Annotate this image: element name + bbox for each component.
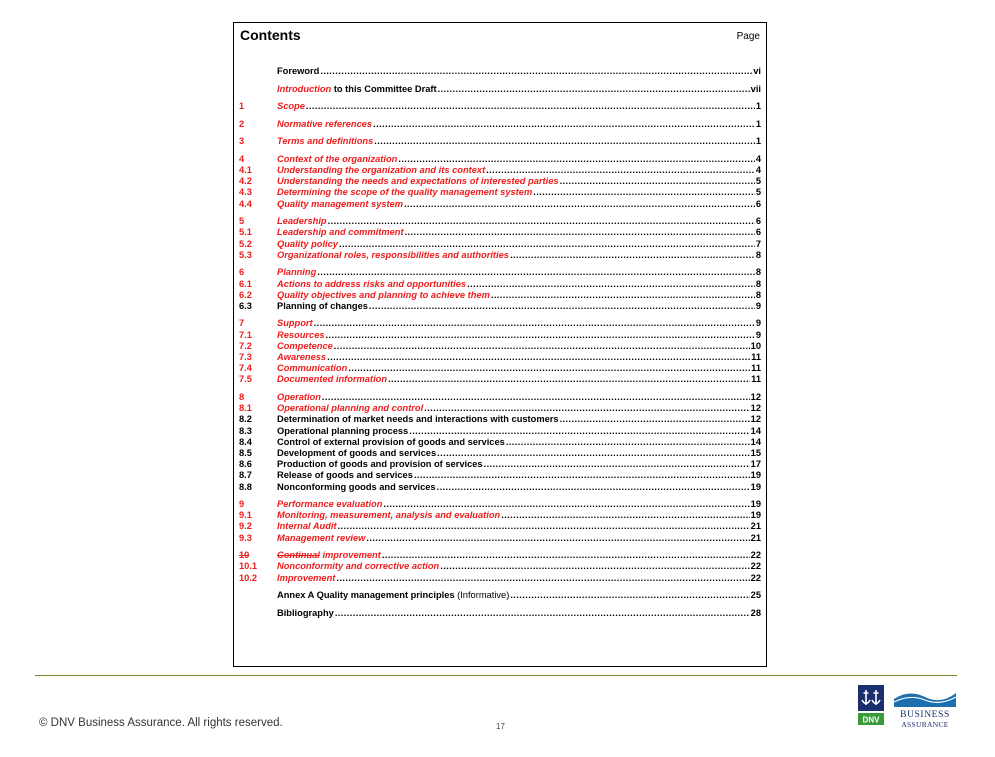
- toc-entry-title-part: Operational planning process: [277, 425, 409, 436]
- toc-entry-page: 11: [751, 374, 761, 385]
- toc-dot-leader: [560, 414, 750, 425]
- toc-entry-title-part: Quality policy: [277, 238, 338, 249]
- toc-entry-number: 5.1: [239, 227, 252, 238]
- toc-dot-leader: [322, 392, 750, 403]
- logo-text-business: BUSINESS: [900, 710, 950, 720]
- toc-entry[interactable]: [239, 590, 761, 601]
- toc-entry-title: [277, 437, 505, 448]
- document-page: [233, 22, 767, 667]
- toc-dot-leader: [440, 561, 749, 572]
- toc-entry-title-part: Terms and definitions: [277, 136, 374, 147]
- toc-group: [239, 119, 761, 130]
- toc-entry-title-part: Normative references: [277, 118, 373, 129]
- toc-entry-title: [277, 533, 365, 544]
- toc-entry-title: [277, 341, 333, 352]
- dnv-logo: [858, 683, 958, 731]
- toc-entry-page: 19: [750, 470, 761, 481]
- toc-entry-title: [277, 573, 335, 584]
- toc-entry-title: [277, 227, 404, 238]
- toc-group: [239, 550, 761, 584]
- toc-entry-number: 6.1: [239, 278, 252, 289]
- wave-logo-icon: [894, 685, 956, 707]
- toc-entry-number: 8.4: [239, 436, 252, 447]
- toc-dot-leader: [306, 101, 755, 112]
- toc-entry-page: 25: [750, 590, 761, 601]
- toc-entry-title-part: Documented information: [277, 374, 388, 385]
- toc-entry-page: 1: [755, 101, 761, 112]
- toc-dot-leader: [339, 239, 755, 250]
- toc-entry[interactable]: [239, 482, 761, 493]
- toc-entry-page: 19: [750, 510, 761, 521]
- toc-entry-title-part: Support: [277, 318, 313, 329]
- toc-entry-title: [277, 319, 313, 330]
- toc-entry-number: 7: [239, 318, 245, 329]
- toc-entry-title: [277, 199, 403, 210]
- toc-entry[interactable]: [239, 448, 761, 459]
- toc-entry-title-part: Understanding the needs and expectations of interested parties: [277, 176, 559, 187]
- toc-dot-leader: [374, 136, 755, 147]
- toc-entry-number: 2: [239, 118, 245, 129]
- toc-entry-title-part: Resources: [277, 329, 325, 340]
- toc-dot-leader: [366, 533, 749, 544]
- toc-entry[interactable]: [239, 84, 761, 95]
- toc-entry-title: [277, 301, 368, 312]
- toc-entry-page: 8: [755, 267, 761, 278]
- toc-group: [239, 392, 761, 493]
- toc-dot-leader: [398, 154, 754, 165]
- toc-dot-leader: [369, 301, 755, 312]
- toc-entry[interactable]: [239, 279, 761, 290]
- toc-entry-number: 7.5: [239, 374, 252, 385]
- toc-entry-title-part: Quality management system: [277, 198, 404, 209]
- toc-entry-title: [277, 608, 334, 619]
- toc-entry-title: [277, 521, 337, 532]
- toc-group: [239, 84, 761, 95]
- toc-entry[interactable]: [239, 101, 761, 112]
- toc-entry-title-part: to this Committee Draft: [331, 83, 437, 94]
- toc-entry[interactable]: [239, 470, 761, 481]
- toc-entry[interactable]: [239, 499, 761, 510]
- toc-entry-title-part: Organizational roles, responsibilities and authorities: [277, 249, 509, 260]
- toc-entry-page: 4: [755, 165, 761, 176]
- toc-entry-page: 19: [750, 481, 761, 492]
- toc-entry-title: [277, 482, 436, 493]
- toc-entry-title: [277, 66, 319, 77]
- toc-entry-title-part: Operational planning and control: [277, 403, 424, 414]
- toc-group: [239, 590, 761, 601]
- toc-entry-number: 8.8: [239, 481, 252, 492]
- toc-entry-title-part: Monitoring, measurement, analysis and evaluation: [277, 510, 501, 521]
- toc-entry-title: [277, 267, 316, 278]
- logo-text-assurance: ASSURANCE: [901, 720, 949, 729]
- toc-entry-page: 5: [755, 176, 761, 187]
- toc-entry-page: vi: [753, 66, 761, 76]
- toc-entry-title-part: Competence: [277, 340, 333, 351]
- toc-entry-page: 14: [750, 425, 761, 436]
- toc-dot-leader: [560, 176, 755, 187]
- toc-dot-leader: [486, 165, 755, 176]
- toc-entry-page: 21: [750, 532, 761, 543]
- toc-entry-title: [277, 414, 559, 425]
- toc-dot-leader: [373, 119, 755, 130]
- toc-entry[interactable]: [239, 459, 761, 470]
- toc-entry-number: 5.2: [239, 238, 252, 249]
- toc-entry[interactable]: [239, 199, 761, 210]
- toc-dot-leader: [438, 84, 750, 95]
- toc-entry-title-part: Improvement: [277, 572, 336, 583]
- toc-entry-page: vii: [750, 83, 761, 94]
- toc-entry-title-part: Annex A Quality management principles: [277, 590, 455, 601]
- toc-entry-title-part: Planning of changes: [277, 300, 368, 311]
- toc-entry-title: [277, 250, 509, 261]
- toc-entry-number: 3: [239, 136, 245, 147]
- toc-entry-title: [277, 590, 509, 601]
- toc-entry-title: [277, 392, 321, 403]
- copyright-notice: © DNV Business Assurance. All rights reserved.: [39, 717, 283, 729]
- toc-group: [239, 499, 761, 544]
- toc-entry-title-part: Actions to address risks and opportunities: [277, 278, 467, 289]
- toc-entry-title-part: Internal Audit: [277, 521, 337, 532]
- toc-entry-number: 9.1: [239, 510, 252, 521]
- toc-dot-leader: [320, 66, 752, 77]
- toc-entry-title-part: Nonconformity and corrective action: [277, 561, 440, 572]
- toc-entry-page: 14: [750, 436, 761, 447]
- toc-entry[interactable]: [239, 374, 761, 385]
- toc-entry-title: [277, 165, 485, 176]
- toc-entry[interactable]: [239, 250, 761, 261]
- toc-entry-title: [277, 154, 397, 165]
- toc-entry-title-part: Management review: [277, 532, 366, 543]
- toc-entry-page: 28: [750, 607, 761, 618]
- toc-entry[interactable]: [239, 136, 761, 147]
- toc-entry-page: 21: [750, 521, 761, 532]
- toc-entry-number: 1: [239, 101, 245, 112]
- toc-entry-title: [277, 136, 373, 147]
- toc-entry-title-part: Planning: [277, 267, 317, 278]
- toc-entry-page: 22: [750, 550, 761, 561]
- toc-entry-title-part: Understanding the organization and its context: [277, 165, 486, 176]
- toc-entry[interactable]: [239, 392, 761, 403]
- toc-entry-title-part: Continual: [277, 550, 320, 561]
- toc-dot-leader: [405, 227, 755, 238]
- toc-entry-title: [277, 561, 439, 572]
- toc-entry-page: 1: [755, 136, 761, 147]
- toc-entry[interactable]: [239, 267, 761, 278]
- toc-entry-number: 4.2: [239, 176, 252, 187]
- toc-entry-title-part: Context of the organization: [277, 153, 398, 164]
- toc-entry[interactable]: [239, 521, 761, 532]
- toc-entry[interactable]: [239, 533, 761, 544]
- toc-entry-number: 4: [239, 153, 245, 164]
- toc-entry-number: 7.3: [239, 352, 252, 363]
- toc-entry-page: 5: [755, 187, 761, 198]
- toc-dot-leader: [467, 279, 755, 290]
- toc-dot-leader: [506, 437, 750, 448]
- table-of-contents: [239, 66, 761, 625]
- toc-entry[interactable]: [239, 301, 761, 312]
- toc-entry-number: 8: [239, 392, 245, 402]
- toc-entry-title-part: Determination of market needs and interactions with customers: [277, 414, 559, 425]
- toc-dot-leader: [414, 470, 750, 481]
- toc-entry-page: 8: [755, 278, 761, 289]
- toc-dot-leader: [334, 341, 750, 352]
- toc-entry-title: [277, 84, 437, 95]
- page-column-label: Page: [736, 31, 760, 42]
- toc-entry-title: [277, 239, 338, 250]
- slide-number: 17: [496, 722, 505, 731]
- toc-dot-leader: [484, 459, 750, 470]
- page-title: Contents: [240, 27, 301, 43]
- toc-entry-title: [277, 426, 408, 437]
- toc-entry-title-part: Performance evaluation: [277, 499, 383, 510]
- toc-entry-title: [277, 187, 532, 198]
- toc-entry[interactable]: [239, 352, 761, 363]
- toc-dot-leader: [388, 374, 750, 385]
- toc-entry-title-part: Operation: [277, 392, 321, 402]
- dnv-anchor-logo-icon: [858, 685, 884, 725]
- toc-entry-page: 6: [755, 198, 761, 209]
- toc-entry-page: 1: [755, 118, 761, 129]
- toc-dot-leader: [326, 330, 755, 341]
- toc-dot-leader: [510, 590, 749, 601]
- toc-entry-page: 19: [750, 499, 761, 510]
- toc-entry-page: 8: [755, 249, 761, 260]
- toc-entry-page: 12: [750, 414, 761, 425]
- toc-entry-number: 5: [239, 216, 245, 227]
- toc-entry-number: 8.3: [239, 425, 252, 436]
- toc-entry-page: 9: [755, 318, 761, 329]
- toc-dot-leader: [491, 290, 755, 301]
- toc-entry-number: 6: [239, 267, 245, 278]
- toc-dot-leader: [510, 250, 755, 261]
- toc-entry-number: 4.1: [239, 165, 252, 176]
- toc-entry-title-part: Bibliography: [277, 607, 334, 618]
- toc-entry-page: 4: [755, 153, 761, 164]
- toc-entry-number: 8.6: [239, 459, 252, 470]
- toc-entry[interactable]: [239, 561, 761, 572]
- toc-entry-page: 15: [750, 447, 761, 458]
- toc-entry-number: 10.1: [239, 561, 258, 572]
- toc-dot-leader: [314, 319, 755, 330]
- toc-entry-page: 9: [755, 300, 761, 311]
- toc-entry-page: 9: [755, 329, 761, 340]
- toc-entry[interactable]: [239, 216, 761, 227]
- toc-group: [239, 319, 761, 386]
- toc-group: [239, 608, 761, 619]
- toc-entry-page: 11: [751, 352, 761, 363]
- toc-group: [239, 216, 761, 261]
- toc-dot-leader: [338, 521, 750, 532]
- toc-entry[interactable]: [239, 510, 761, 521]
- toc-group: [239, 66, 761, 77]
- toc-entry-number: 8.2: [239, 414, 252, 425]
- toc-entry-title-part: Development of goods and services: [277, 447, 437, 458]
- toc-dot-leader: [382, 550, 750, 561]
- toc-entry-title: [277, 330, 325, 341]
- toc-entry-title: [277, 352, 326, 363]
- toc-entry-title: [277, 101, 305, 112]
- toc-entry-title: [277, 279, 466, 290]
- toc-dot-leader: [328, 216, 755, 227]
- toc-entry-title: [277, 374, 387, 385]
- toc-entry-title-part: Nonconforming goods and services: [277, 481, 436, 492]
- dnv-mark-text: DNV: [862, 715, 880, 725]
- toc-entry[interactable]: [239, 290, 761, 301]
- toc-entry-page: 6: [755, 227, 761, 238]
- toc-entry-title: [277, 459, 483, 470]
- toc-entry[interactable]: [239, 239, 761, 250]
- toc-entry[interactable]: [239, 119, 761, 130]
- toc-entry-title-part: improvement: [319, 550, 381, 561]
- toc-entry-title: [277, 176, 559, 187]
- toc-dot-leader: [424, 403, 749, 414]
- toc-entry[interactable]: [239, 165, 761, 176]
- toc-entry-title-part: Communication: [277, 363, 348, 374]
- toc-entry-number: 4.3: [239, 187, 252, 198]
- toc-entry-number: 6.3: [239, 300, 252, 311]
- toc-entry-title-part: Foreword: [277, 66, 320, 76]
- toc-entry-number: 10.2: [239, 572, 258, 583]
- toc-entry-page: 17: [750, 459, 761, 470]
- toc-dot-leader: [501, 510, 749, 521]
- toc-entry-number: 7.4: [239, 363, 252, 374]
- toc-entry-title-part: Determining the scope of the quality management system: [277, 187, 533, 198]
- footer-divider: [35, 675, 957, 676]
- toc-entry-number: 4.4: [239, 198, 252, 209]
- toc-entry-page: 8: [755, 289, 761, 300]
- toc-entry-page: 6: [755, 216, 761, 227]
- toc-group: [239, 101, 761, 112]
- toc-group: [239, 136, 761, 147]
- toc-entry-number: 10: [239, 550, 250, 561]
- toc-entry-title-part: Introduction: [277, 83, 332, 94]
- toc-dot-leader: [437, 482, 750, 493]
- toc-entry[interactable]: [239, 176, 761, 187]
- toc-entry[interactable]: [239, 414, 761, 425]
- toc-entry-number: 9.3: [239, 532, 252, 543]
- toc-entry-page: 12: [750, 392, 761, 402]
- toc-dot-leader: [335, 608, 750, 619]
- toc-entry[interactable]: [239, 363, 761, 374]
- toc-dot-leader: [336, 573, 749, 584]
- toc-entry[interactable]: [239, 437, 761, 448]
- toc-entry-number: 8.1: [239, 403, 252, 414]
- toc-entry-number: 5.3: [239, 249, 252, 260]
- toc-entry-page: 11: [751, 363, 761, 374]
- toc-entry[interactable]: [239, 319, 761, 330]
- toc-dot-leader: [404, 199, 755, 210]
- toc-entry-number: 8.5: [239, 447, 252, 458]
- toc-entry[interactable]: [239, 187, 761, 198]
- toc-entry-page: 7: [755, 238, 761, 249]
- toc-entry-title: [277, 510, 500, 521]
- toc-entry-title: [277, 119, 372, 130]
- toc-dot-leader: [348, 363, 750, 374]
- toc-entry-page: 10: [750, 340, 761, 351]
- toc-entry[interactable]: [239, 426, 761, 437]
- toc-entry[interactable]: [239, 608, 761, 619]
- toc-dot-leader: [383, 499, 749, 510]
- toc-entry-number: 7.1: [239, 329, 252, 340]
- toc-entry-number: 7.2: [239, 340, 252, 351]
- toc-entry-title: [277, 403, 423, 414]
- toc-entry-title-part: Production of goods and provision of services: [277, 459, 483, 470]
- toc-entry-title: [277, 499, 382, 510]
- toc-entry[interactable]: [239, 330, 761, 341]
- toc-entry-number: 9.2: [239, 521, 252, 532]
- toc-entry-title-part: Release of goods and services: [277, 470, 413, 481]
- toc-entry[interactable]: [239, 403, 761, 414]
- toc-entry-title-part: Leadership: [277, 216, 327, 227]
- toc-entry-number: 8.7: [239, 470, 252, 481]
- toc-entry-page: 22: [750, 572, 761, 583]
- toc-dot-leader: [327, 352, 750, 363]
- toc-entry[interactable]: [239, 341, 761, 352]
- toc-entry-title-part: Scope: [277, 101, 305, 112]
- toc-dot-leader: [409, 426, 749, 437]
- toc-entry-title: [277, 363, 347, 374]
- toc-entry[interactable]: [239, 66, 761, 77]
- toc-dot-leader: [533, 187, 755, 198]
- toc-entry[interactable]: [239, 154, 761, 165]
- toc-entry-title: [277, 448, 436, 459]
- toc-dot-leader: [317, 267, 755, 278]
- toc-entry-title: [277, 550, 381, 561]
- toc-entry-title-part: Quality objectives and planning to achieve them: [277, 289, 490, 300]
- toc-group: [239, 154, 761, 210]
- toc-entry-number: 9: [239, 499, 245, 510]
- toc-entry[interactable]: [239, 227, 761, 238]
- toc-entry-title-part: (Informative): [454, 590, 510, 601]
- toc-dot-leader: [437, 448, 750, 459]
- toc-entry-title: [277, 470, 413, 481]
- toc-entry-title-part: Leadership and commitment: [277, 227, 404, 238]
- toc-entry[interactable]: [239, 550, 761, 561]
- toc-group: [239, 267, 761, 312]
- toc-entry-number: 6.2: [239, 289, 252, 300]
- toc-entry-page: 22: [750, 561, 761, 572]
- toc-entry-title-part: Control of external provision of goods and services: [277, 436, 505, 447]
- toc-entry-title: [277, 216, 327, 227]
- toc-entry-title-part: Awareness: [277, 352, 327, 363]
- toc-entry-page: 12: [750, 403, 761, 414]
- toc-entry[interactable]: [239, 573, 761, 584]
- toc-entry-title: [277, 290, 490, 301]
